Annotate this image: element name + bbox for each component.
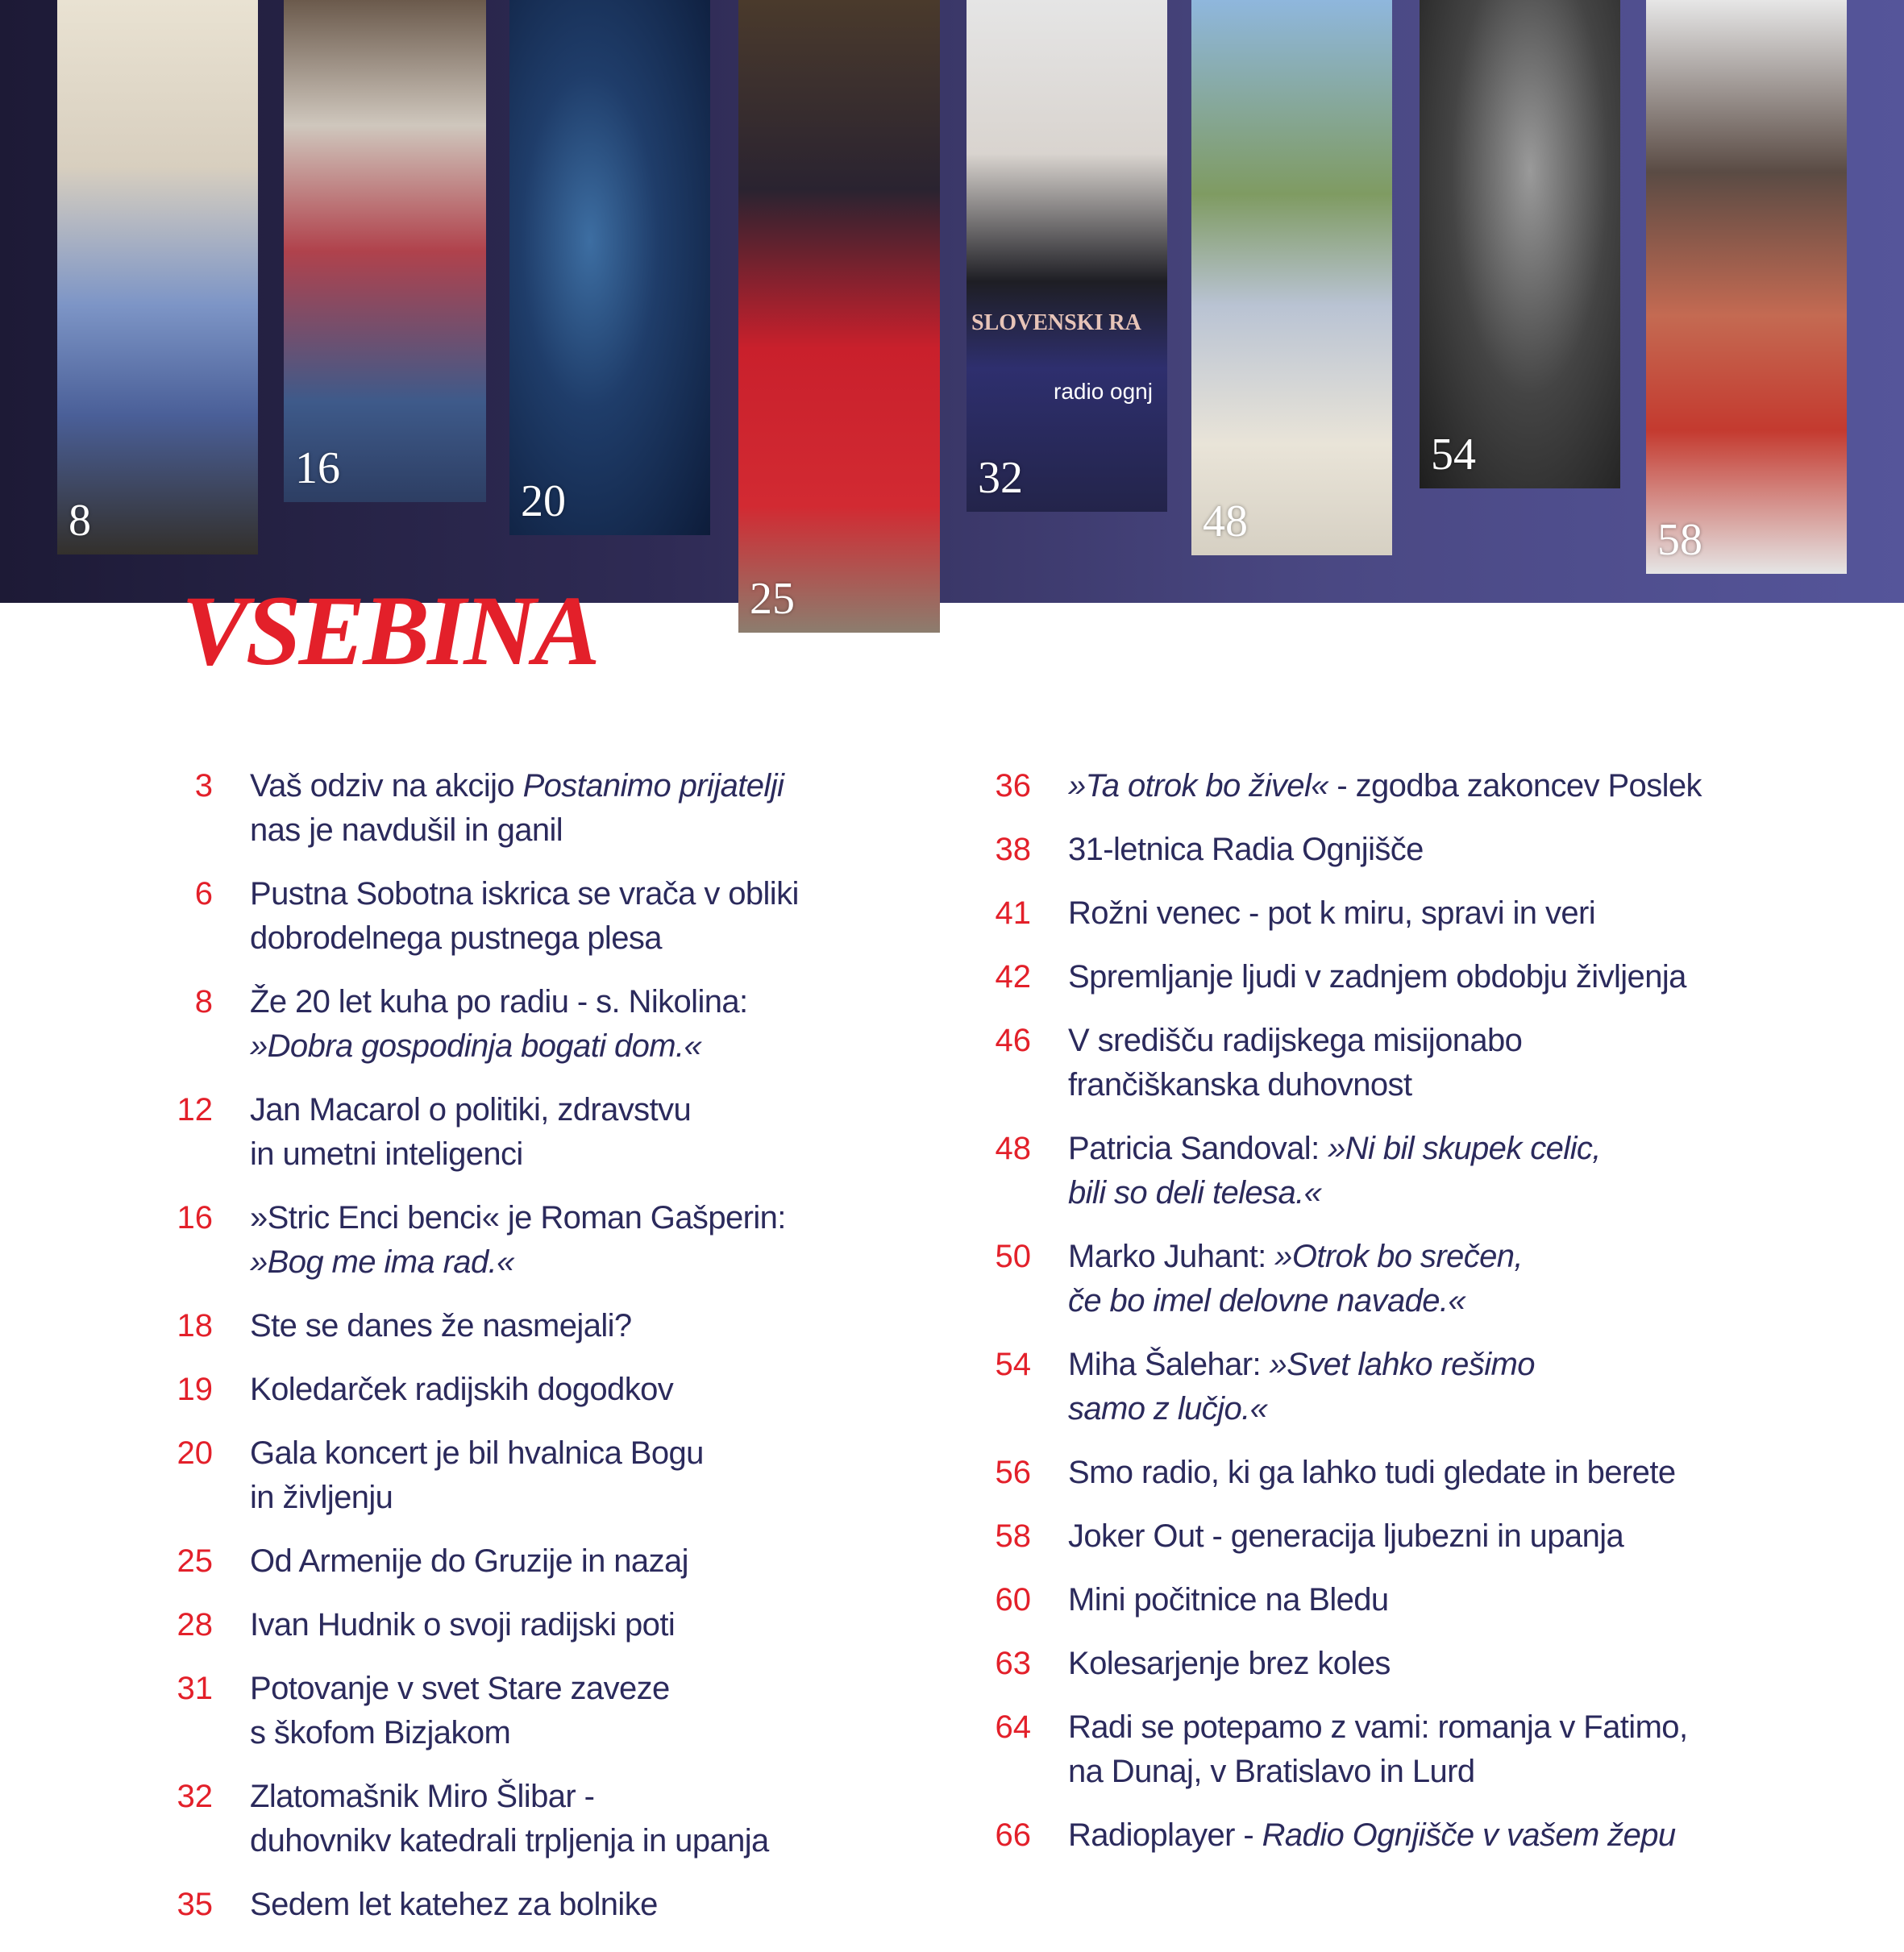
toc-page-number: 36 bbox=[995, 768, 1031, 804]
toc-entry-line bbox=[250, 1603, 675, 1647]
toc-page-number: 32 bbox=[177, 1779, 213, 1814]
photo-page-number: 58 bbox=[1657, 515, 1702, 565]
toc-entry-text: 31-letnica Radia Ognjišče bbox=[1068, 832, 1424, 867]
toc-entry-line bbox=[1068, 955, 1686, 999]
photo-page-58[interactable] bbox=[1646, 0, 1847, 574]
toc-page-number: 31 bbox=[177, 1671, 213, 1706]
toc-entry-italic-text: Postanimo prijatelji bbox=[522, 768, 784, 804]
toc-entry-line bbox=[250, 764, 784, 808]
toc-entry[interactable] bbox=[161, 1088, 903, 1177]
toc-entry-title bbox=[250, 980, 748, 1069]
toc-entry[interactable] bbox=[161, 764, 903, 853]
toc-page-number: 66 bbox=[995, 1817, 1031, 1853]
toc-entry-text: Pustna Sobotna iskrica se vrača v obliki bbox=[250, 876, 799, 912]
photo-page-32[interactable] bbox=[967, 0, 1167, 512]
toc-entry-line bbox=[1068, 764, 1702, 808]
toc-entry-title bbox=[250, 1539, 688, 1584]
toc-entry-title bbox=[1068, 955, 1686, 999]
photo-page-number: 20 bbox=[521, 476, 566, 526]
toc-entry-italic-text: »Ta otrok bo živel« bbox=[1068, 768, 1328, 804]
toc-entry-line bbox=[250, 1240, 786, 1285]
photo-page-number: 25 bbox=[750, 574, 795, 624]
photo-page-16[interactable] bbox=[284, 0, 486, 502]
toc-page-number: 64 bbox=[995, 1709, 1031, 1745]
toc-entry-line bbox=[250, 808, 784, 853]
toc-entry-line bbox=[250, 1088, 691, 1132]
toc-entry-text: Joker Out - generacija ljubezni in upanja bbox=[1068, 1518, 1624, 1554]
toc-page-number: 3 bbox=[194, 768, 213, 804]
toc-entry-line bbox=[250, 872, 799, 916]
toc-entry-text: Že 20 let kuha po radiu - s. Nikolina: bbox=[250, 984, 748, 1020]
photo-page-number: 8 bbox=[69, 496, 91, 546]
toc-entry-text: Radioplayer - bbox=[1068, 1817, 1262, 1853]
toc-entry-text: Vaš odziv na akcijo bbox=[250, 768, 523, 804]
toc-entry[interactable] bbox=[161, 1304, 903, 1348]
toc-entry-text: frančiškanska duhovnost bbox=[1068, 1067, 1412, 1103]
toc-page-number: 42 bbox=[995, 959, 1031, 995]
toc-page-number: 38 bbox=[995, 832, 1031, 867]
toc-entry-title bbox=[250, 1088, 691, 1177]
toc-page-number: 41 bbox=[995, 895, 1031, 931]
toc-entry-title bbox=[250, 1196, 786, 1285]
toc-entry-line bbox=[250, 980, 748, 1024]
toc-entry[interactable] bbox=[161, 1196, 903, 1285]
toc-entry-title bbox=[1068, 1343, 1535, 1431]
toc-entry[interactable] bbox=[979, 1514, 1882, 1559]
toc-entry-line bbox=[250, 1883, 658, 1927]
toc-entry[interactable] bbox=[979, 1813, 1882, 1858]
toc-entry-line bbox=[1068, 1387, 1535, 1431]
toc-entry-line bbox=[250, 1304, 632, 1348]
toc-entry-italic-text: »Otrok bo srečen, bbox=[1274, 1239, 1523, 1274]
page-title: VSEBINA bbox=[181, 575, 598, 686]
toc-page-number: 58 bbox=[995, 1518, 1031, 1554]
toc-entry-line bbox=[250, 1431, 704, 1476]
toc-entry[interactable] bbox=[979, 828, 1882, 872]
toc-entry-text: Gala koncert je bil hvalnica Bogu bbox=[250, 1435, 704, 1471]
toc-entry-text: dobrodelnega pustnega plesa bbox=[250, 920, 662, 956]
toc-entry-text: in umetni inteligenci bbox=[250, 1136, 523, 1172]
toc-entry-title bbox=[1068, 891, 1595, 936]
toc-entry-line bbox=[1068, 1451, 1676, 1495]
toc-entry-text: - zgodba zakoncev Poslek bbox=[1328, 768, 1702, 804]
toc-entry[interactable] bbox=[979, 764, 1882, 808]
toc-page-number: 28 bbox=[177, 1607, 213, 1643]
toc-page-number: 48 bbox=[995, 1131, 1031, 1166]
toc-entry-italic-text: »Bog me ima rad.« bbox=[250, 1244, 514, 1280]
toc-entry[interactable] bbox=[161, 1539, 903, 1584]
toc-entry-text: Koledarček radijskih dogodkov bbox=[250, 1372, 674, 1407]
toc-entry-text: Rožni venec - pot k miru, spravi in veri bbox=[1068, 895, 1596, 931]
toc-entry-title bbox=[1068, 1127, 1601, 1215]
toc-entry-line bbox=[1068, 1705, 1687, 1750]
toc-entry-line bbox=[250, 1711, 670, 1755]
toc-page-number: 50 bbox=[995, 1239, 1031, 1274]
toc-entry-title bbox=[1068, 828, 1424, 872]
toc-entry-line bbox=[250, 916, 799, 961]
toc-entry-line bbox=[1068, 1235, 1523, 1279]
toc-entry-line bbox=[1068, 1279, 1523, 1323]
toc-entry-text: Ste se danes že nasmejali? bbox=[250, 1308, 632, 1344]
toc-entry-line bbox=[1068, 1343, 1535, 1387]
toc-entry-text: Potovanje v svet Stare zaveze bbox=[250, 1671, 670, 1706]
photo-page-8[interactable] bbox=[57, 0, 258, 554]
toc-entry-title bbox=[1068, 1451, 1676, 1495]
toc-entry-text: V središču radijskega misijonabo bbox=[1068, 1023, 1523, 1058]
toc-entry-title bbox=[250, 1667, 670, 1755]
toc-entry-italic-text: »Svet lahko rešimo bbox=[1269, 1347, 1535, 1382]
toc-page-number: 46 bbox=[995, 1023, 1031, 1058]
toc-left-column bbox=[161, 764, 903, 1946]
toc-entry-title bbox=[1068, 1578, 1389, 1622]
photo-page-54[interactable] bbox=[1420, 0, 1620, 488]
toc-entry[interactable] bbox=[161, 1667, 903, 1755]
toc-entry-text: »Stric Enci benci« je Roman Gašperin: bbox=[250, 1200, 786, 1236]
sign-text: SLOVENSKI RA bbox=[971, 310, 1141, 335]
toc-entry-line bbox=[250, 1775, 769, 1819]
toc-entry-text: Marko Juhant: bbox=[1068, 1239, 1275, 1274]
toc-page-number: 16 bbox=[177, 1200, 213, 1236]
toc-entry-title bbox=[250, 1883, 658, 1927]
toc-entry-line bbox=[250, 1132, 691, 1177]
toc-entry-line bbox=[1068, 1813, 1676, 1858]
toc-page-number: 6 bbox=[194, 876, 213, 912]
toc-entry[interactable] bbox=[979, 955, 1882, 999]
toc-entry-line bbox=[250, 1819, 769, 1863]
toc-entry-text: Jan Macarol o politiki, zdravstvu bbox=[250, 1092, 692, 1128]
toc-entry-title bbox=[250, 764, 784, 853]
photo-page-25[interactable] bbox=[738, 0, 940, 633]
toc-entry-text: Zlatomašnik Miro Šlibar - bbox=[250, 1779, 595, 1814]
toc-entry-line bbox=[1068, 891, 1595, 936]
toc-entry-italic-text: če bo imel delovne navade.« bbox=[1068, 1283, 1466, 1319]
toc-entry-title bbox=[1068, 764, 1702, 808]
toc-entry[interactable] bbox=[979, 1705, 1882, 1794]
toc-entry-line bbox=[1068, 1578, 1389, 1622]
toc-entry-line bbox=[1068, 828, 1424, 872]
toc-page-number: 60 bbox=[995, 1582, 1031, 1618]
toc-page-number: 35 bbox=[177, 1887, 213, 1922]
toc-entry[interactable] bbox=[161, 1603, 903, 1647]
photo-page-number: 54 bbox=[1431, 430, 1476, 480]
toc-entry[interactable] bbox=[979, 1451, 1882, 1495]
toc-entry[interactable] bbox=[979, 1235, 1882, 1323]
toc-entry-text: Ivan Hudnik o svoji radijski poti bbox=[250, 1607, 676, 1643]
toc-page-number: 12 bbox=[177, 1092, 213, 1128]
toc-entry-line bbox=[250, 1024, 748, 1069]
toc-entry[interactable] bbox=[979, 1642, 1882, 1686]
toc-entry-text: Sedem let katehez za bolnike bbox=[250, 1887, 658, 1922]
toc-entry-text: s škofom Bizjakom bbox=[250, 1715, 511, 1751]
toc-entry-text: Spremljanje ljudi v zadnjem obdobju življenja bbox=[1068, 959, 1686, 995]
toc-entry[interactable] bbox=[161, 1431, 903, 1520]
toc-entry-text: nas je navdušil in ganil bbox=[250, 812, 563, 848]
toc-entry-line bbox=[1068, 1642, 1391, 1686]
toc-entry-italic-text: samo z lučjo.« bbox=[1068, 1391, 1268, 1427]
toc-entry-title bbox=[1068, 1642, 1391, 1686]
photo-page-number: 48 bbox=[1203, 496, 1248, 546]
toc-entry[interactable] bbox=[161, 980, 903, 1069]
toc-entry[interactable] bbox=[979, 1019, 1882, 1107]
toc-entry[interactable] bbox=[161, 1883, 903, 1927]
toc-entry-text: na Dunaj, v Bratislavo in Lurd bbox=[1068, 1754, 1475, 1789]
toc-entry-text: Mini počitnice na Bledu bbox=[1068, 1582, 1389, 1618]
toc-page-number: 54 bbox=[995, 1347, 1031, 1382]
toc-entry-title bbox=[1068, 1514, 1623, 1559]
toc-entry-line bbox=[1068, 1750, 1687, 1794]
toc-entry-line bbox=[250, 1539, 688, 1584]
toc-page-number: 18 bbox=[177, 1308, 213, 1344]
toc-entry-title bbox=[250, 1603, 675, 1647]
toc-entry-line bbox=[1068, 1063, 1522, 1107]
toc-entry-italic-text: »Ni bil skupek celic, bbox=[1328, 1131, 1601, 1166]
toc-entry-italic-text: »Dobra gospodinja bogati dom.« bbox=[250, 1028, 702, 1064]
toc-entry-line bbox=[1068, 1171, 1601, 1215]
toc-entry[interactable] bbox=[979, 891, 1882, 936]
photo-page-48[interactable] bbox=[1191, 0, 1392, 555]
toc-entry-line bbox=[250, 1196, 786, 1240]
toc-entry-title bbox=[250, 1431, 704, 1520]
toc-entry[interactable] bbox=[161, 872, 903, 961]
toc-entry-line bbox=[1068, 1514, 1623, 1559]
toc-page-number: 56 bbox=[995, 1455, 1031, 1490]
toc-entry-italic-text: Radio Ognjišče v vašem žepu bbox=[1262, 1817, 1676, 1853]
photo-page-20[interactable] bbox=[509, 0, 710, 535]
toc-entry-text: Miha Šalehar: bbox=[1068, 1347, 1270, 1382]
toc-entry[interactable] bbox=[161, 1368, 903, 1412]
toc-entry-title bbox=[250, 872, 799, 961]
toc-entry-title bbox=[1068, 1813, 1676, 1858]
toc-entry-title bbox=[1068, 1235, 1523, 1323]
toc-entry-title bbox=[1068, 1705, 1687, 1794]
toc-entry[interactable] bbox=[979, 1343, 1882, 1431]
toc-right-column bbox=[979, 764, 1882, 1877]
toc-page-number: 19 bbox=[177, 1372, 213, 1407]
toc-entry-italic-text: bili so deli telesa.« bbox=[1068, 1175, 1322, 1211]
toc-entry-text: Od Armenije do Gruzije in nazaj bbox=[250, 1543, 688, 1579]
toc-entry-line bbox=[250, 1667, 670, 1711]
toc-entry-text: Patricia Sandoval: bbox=[1068, 1131, 1328, 1166]
photo-page-number: 32 bbox=[978, 453, 1023, 503]
toc-page-number: 20 bbox=[177, 1435, 213, 1471]
toc-entry-title bbox=[250, 1368, 673, 1412]
toc-entry-text: in življenju bbox=[250, 1480, 393, 1515]
toc-entry-line bbox=[1068, 1127, 1601, 1171]
toc-page-number: 63 bbox=[995, 1646, 1031, 1681]
toc-entry-title bbox=[1068, 1019, 1522, 1107]
toc-entry-line bbox=[1068, 1019, 1522, 1063]
sign-text-2: radio ognj bbox=[1054, 379, 1153, 404]
toc-entry-text: Kolesarjenje brez koles bbox=[1068, 1646, 1391, 1681]
toc-entry-text: Radi se potepamo z vami: romanja v Fatimo, bbox=[1068, 1709, 1688, 1745]
toc-page-number: 8 bbox=[194, 984, 213, 1020]
toc-entry-text: Smo radio, ki ga lahko tudi gledate in berete bbox=[1068, 1455, 1676, 1490]
toc-entry[interactable] bbox=[979, 1127, 1882, 1215]
toc-page-number: 25 bbox=[177, 1543, 213, 1579]
photo-page-number: 16 bbox=[295, 443, 340, 493]
toc-entry-line bbox=[250, 1476, 704, 1520]
toc-entry[interactable] bbox=[161, 1775, 903, 1863]
toc-entry-title bbox=[250, 1304, 632, 1348]
toc-entry-title bbox=[250, 1775, 769, 1863]
toc-entry-text: duhovnikv katedrali trpljenja in upanja bbox=[250, 1823, 769, 1859]
toc-entry[interactable] bbox=[979, 1578, 1882, 1622]
toc-entry-line bbox=[250, 1368, 673, 1412]
